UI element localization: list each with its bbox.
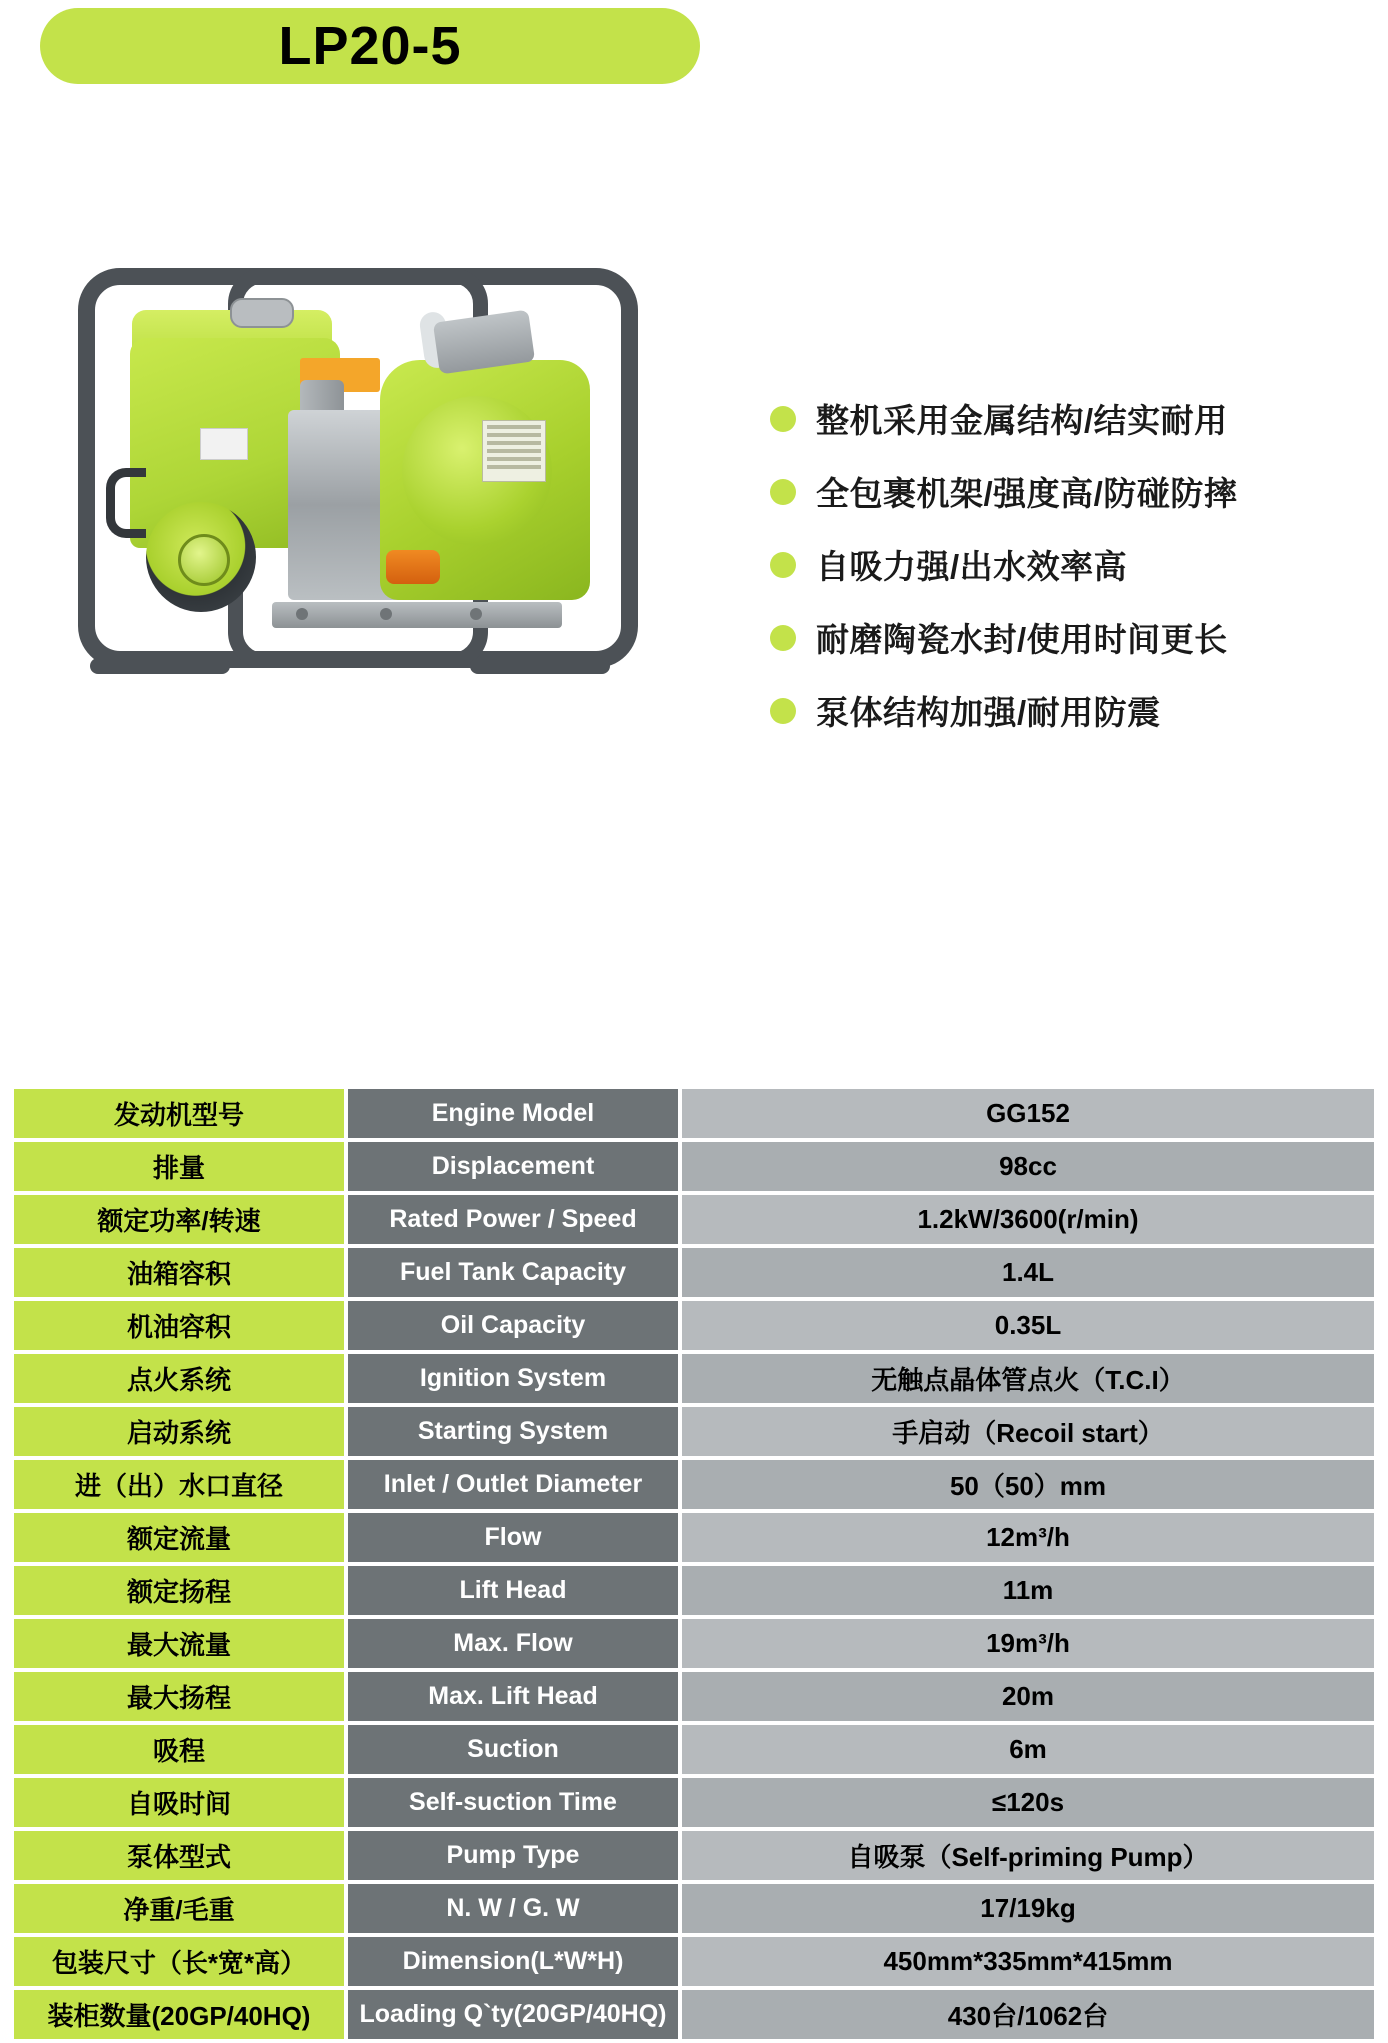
product-title-banner xyxy=(40,8,700,84)
spec-label-en: Max. Flow xyxy=(348,1619,682,1668)
page-title: LP20-5 xyxy=(278,16,462,76)
base-plate xyxy=(272,602,562,628)
water-pump-illustration xyxy=(50,250,710,680)
feature-label: 全包裹机架/强度高/防碰防摔 xyxy=(816,475,1238,512)
table-row xyxy=(14,1089,1374,1138)
spec-value: 430台/1062台 xyxy=(682,1990,1374,2039)
carry-handle xyxy=(106,468,146,538)
bullet-dot-icon xyxy=(770,698,796,724)
spec-value: 11m xyxy=(682,1566,1374,1615)
spec-label-en: Max. Lift Head xyxy=(348,1672,682,1721)
spec-value: GG152 xyxy=(682,1089,1374,1138)
spec-value: 50（50）mm xyxy=(682,1460,1374,1509)
cage-foot-right xyxy=(470,658,610,674)
table-row xyxy=(14,1566,1374,1615)
bullet-dot-icon xyxy=(770,406,796,432)
spec-label-en: Self-suction Time xyxy=(348,1778,682,1827)
engine-spec-label xyxy=(200,428,248,460)
table-row xyxy=(14,1990,1374,2039)
table-row xyxy=(14,1195,1374,1244)
product-image xyxy=(30,230,730,700)
spec-label-cn: 点火系统 xyxy=(14,1354,348,1403)
table-row xyxy=(14,1354,1374,1403)
recoil-starter-core xyxy=(178,534,230,586)
table-row xyxy=(14,1142,1374,1191)
spec-label-cn: 吸程 xyxy=(14,1725,348,1774)
feature-label: 自吸力强/出水效率高 xyxy=(816,548,1128,585)
spec-value: 98cc xyxy=(682,1142,1374,1191)
spec-label-cn: 最大流量 xyxy=(14,1619,348,1668)
mount-bolt xyxy=(380,608,392,620)
spec-label-en: Suction xyxy=(348,1725,682,1774)
spec-value: 0.35L xyxy=(682,1301,1374,1350)
specification-table-body xyxy=(14,1089,1374,2039)
mount-bolt xyxy=(470,608,482,620)
table-row xyxy=(14,1672,1374,1721)
spec-label-cn: 装柜数量(20GP/40HQ) xyxy=(14,1990,348,2039)
feature-item xyxy=(770,614,1370,661)
bullet-dot-icon xyxy=(770,552,796,578)
drain-plug xyxy=(386,550,440,584)
table-row xyxy=(14,1407,1374,1456)
feature-label: 泵体结构加强/耐用防震 xyxy=(816,694,1161,731)
spec-label-cn: 发动机型号 xyxy=(14,1089,348,1138)
table-row xyxy=(14,1248,1374,1297)
spec-value: 手启动（Recoil start） xyxy=(682,1407,1374,1456)
spec-label-en: Flow xyxy=(348,1513,682,1562)
spec-value: 1.2kW/3600(r/min) xyxy=(682,1195,1374,1244)
spec-label-en: N. W / G. W xyxy=(348,1884,682,1933)
spec-value: 20m xyxy=(682,1672,1374,1721)
table-row xyxy=(14,1778,1374,1827)
spec-label-cn: 排量 xyxy=(14,1142,348,1191)
spec-value: ≤120s xyxy=(682,1778,1374,1827)
table-row xyxy=(14,1831,1374,1880)
spec-label-en: Loading Q`ty(20GP/40HQ) xyxy=(348,1990,682,2039)
table-row xyxy=(14,1937,1374,1986)
feature-item xyxy=(770,687,1370,734)
table-row xyxy=(14,1619,1374,1668)
table-row xyxy=(14,1884,1374,1933)
spec-label-en: Fuel Tank Capacity xyxy=(348,1248,682,1297)
spec-label-cn: 进（出）水口直径 xyxy=(14,1460,348,1509)
spec-value: 17/19kg xyxy=(682,1884,1374,1933)
spec-value: 450mm*335mm*415mm xyxy=(682,1937,1374,1986)
spec-label-en: Dimension(L*W*H) xyxy=(348,1937,682,1986)
feature-label: 整机采用金属结构/结实耐用 xyxy=(816,402,1228,439)
spec-label-cn: 油箱容积 xyxy=(14,1248,348,1297)
spec-value: 自吸泵（Self-priming Pump） xyxy=(682,1831,1374,1880)
table-row xyxy=(14,1513,1374,1562)
spec-label-cn: 机油容积 xyxy=(14,1301,348,1350)
spec-label-cn: 额定流量 xyxy=(14,1513,348,1562)
table-row xyxy=(14,1725,1374,1774)
spec-value: 12m³/h xyxy=(682,1513,1374,1562)
spec-value: 6m xyxy=(682,1725,1374,1774)
spec-label-cn: 启动系统 xyxy=(14,1407,348,1456)
table-row xyxy=(14,1301,1374,1350)
spec-label-cn: 包装尺寸（长*宽*高） xyxy=(14,1937,348,1986)
spec-label-cn: 额定扬程 xyxy=(14,1566,348,1615)
spec-label-en: Starting System xyxy=(348,1407,682,1456)
spec-label-en: Lift Head xyxy=(348,1566,682,1615)
spec-label-en: Ignition System xyxy=(348,1354,682,1403)
table-row xyxy=(14,1460,1374,1509)
mount-bolt xyxy=(296,608,308,620)
fuel-cap-icon xyxy=(230,298,294,328)
spec-label-en: Oil Capacity xyxy=(348,1301,682,1350)
spec-label-en: Displacement xyxy=(348,1142,682,1191)
feature-label: 耐磨陶瓷水封/使用时间更长 xyxy=(816,621,1228,658)
specification-table xyxy=(14,1085,1374,2043)
spec-value: 无触点晶体管点火（T.C.I） xyxy=(682,1354,1374,1403)
bullet-dot-icon xyxy=(770,625,796,651)
spec-value: 19m³/h xyxy=(682,1619,1374,1668)
feature-item xyxy=(770,541,1370,588)
spec-label-cn: 最大扬程 xyxy=(14,1672,348,1721)
pump-spec-plate xyxy=(482,420,546,482)
spec-label-en: Engine Model xyxy=(348,1089,682,1138)
spec-label-en: Inlet / Outlet Diameter xyxy=(348,1460,682,1509)
spec-label-en: Rated Power / Speed xyxy=(348,1195,682,1244)
spec-label-cn: 额定功率/转速 xyxy=(14,1195,348,1244)
spec-label-cn: 自吸时间 xyxy=(14,1778,348,1827)
spec-value: 1.4L xyxy=(682,1248,1374,1297)
spec-label-cn: 泵体型式 xyxy=(14,1831,348,1880)
spec-label-en: Pump Type xyxy=(348,1831,682,1880)
feature-item xyxy=(770,468,1370,515)
spec-label-cn: 净重/毛重 xyxy=(14,1884,348,1933)
feature-list xyxy=(770,395,1370,760)
feature-item xyxy=(770,395,1370,442)
bullet-dot-icon xyxy=(770,479,796,505)
cage-foot-left xyxy=(90,658,230,674)
